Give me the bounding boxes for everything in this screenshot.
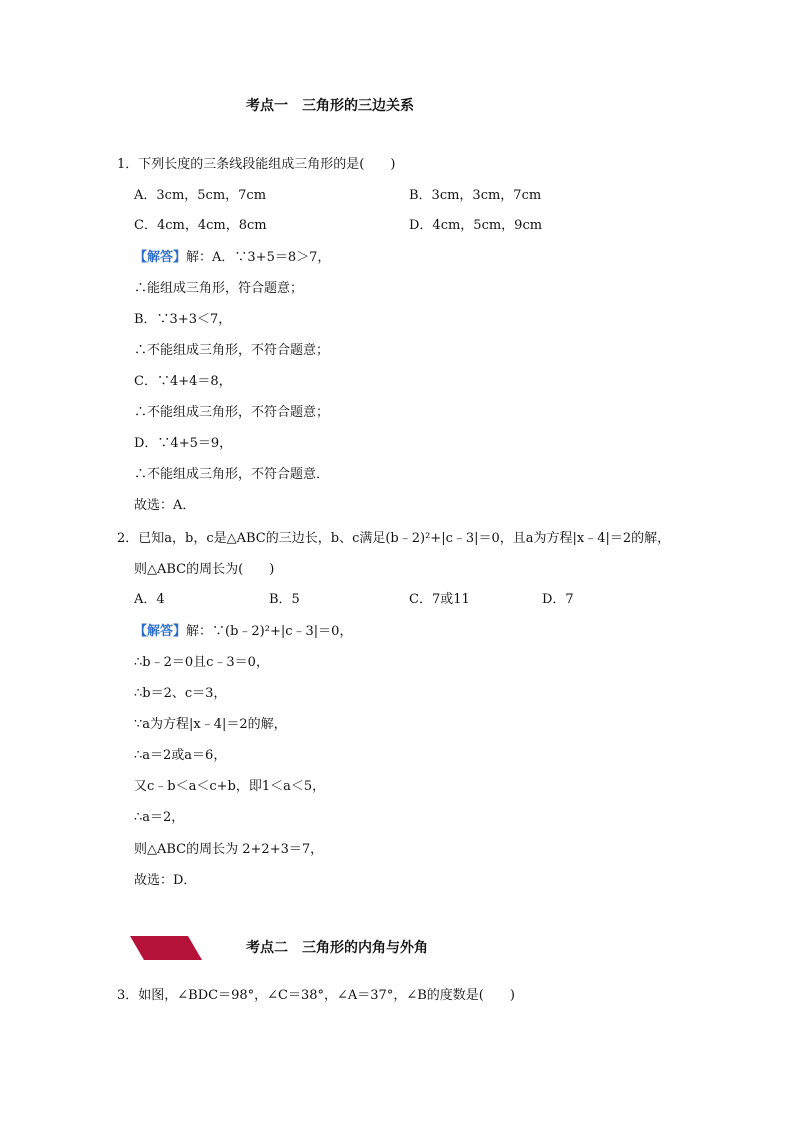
solution-line: ∴a＝2，	[134, 810, 185, 825]
q2-option-a: A．4	[134, 592, 165, 607]
question-2-stem-cont: 则△ABC的周长为( )	[134, 562, 275, 577]
q2-option-c: C．7或11	[409, 592, 470, 607]
solution-line: D．∵4+5＝9，	[134, 436, 233, 451]
q2-option-d: D．7	[542, 592, 574, 607]
solution-line: ∴不能组成三角形，不符合题意．	[134, 467, 330, 482]
q2-option-b: B．5	[269, 592, 300, 607]
solution-line: 解：A．∵3+5＝8＞7，	[186, 250, 331, 265]
question-1-stem: 1．下列长度的三条线段能组成三角形的是( )	[117, 157, 396, 172]
solution-line: 又c﹣b＜a＜c+b，即1＜a＜5，	[134, 779, 326, 794]
solution-line: C．∵4+4＝8，	[134, 374, 232, 389]
solution-line: ∴b＝2、c＝3，	[134, 686, 227, 701]
section-title-2: 考点二 三角形的内角与外角	[246, 940, 428, 956]
solution-line: ∴不能组成三角形，不符合题意；	[134, 405, 330, 420]
solution-line: 解：∵(b﹣2)²+|c﹣3|＝0，	[186, 624, 353, 639]
solution-line: ∴不能组成三角形，不符合题意；	[134, 343, 330, 358]
solution-line: 故选：A．	[134, 498, 196, 513]
answer-tag: 【解答】	[134, 624, 187, 639]
q1-option-a: A．3cm，5cm，7cm	[134, 188, 267, 203]
q1-option-d: D．4cm，5cm，9cm	[409, 218, 543, 233]
solution-line: ∴b﹣2＝0且c﹣3＝0，	[134, 655, 269, 670]
solution-line: ∴能组成三角形，符合题意；	[134, 281, 304, 296]
section-title-1: 考点一 三角形的三边关系	[246, 98, 414, 114]
solution-line: B．∵3+3＜7，	[134, 312, 232, 327]
solution-line: ∴a＝2或a＝6，	[134, 748, 227, 763]
solution-line: ∵a为方程|x﹣4|＝2的解，	[134, 717, 287, 732]
q1-answer-line	[134, 249, 330, 267]
q2-answer-line	[134, 623, 352, 641]
question-2-stem: 2．已知a，b，c是△ABC的三边长，b、c满足(b﹣2)²+|c﹣3|＝0，且a为方程|x﹣4|＝2的解，	[117, 531, 671, 546]
question-3-stem: 3．如图，∠BDC＝98°，∠C＝38°，∠A＝37°，∠B的度数是( )	[117, 988, 515, 1003]
section-banner-shape	[130, 936, 204, 960]
q1-option-b: B．3cm，3cm，7cm	[409, 188, 542, 203]
solution-line: 故选：D．	[134, 873, 197, 888]
solution-line: 则△ABC的周长为 2+2+3＝7，	[134, 842, 324, 857]
answer-tag: 【解答】	[134, 250, 187, 265]
q1-option-c: C．4cm，4cm，8cm	[134, 218, 267, 233]
